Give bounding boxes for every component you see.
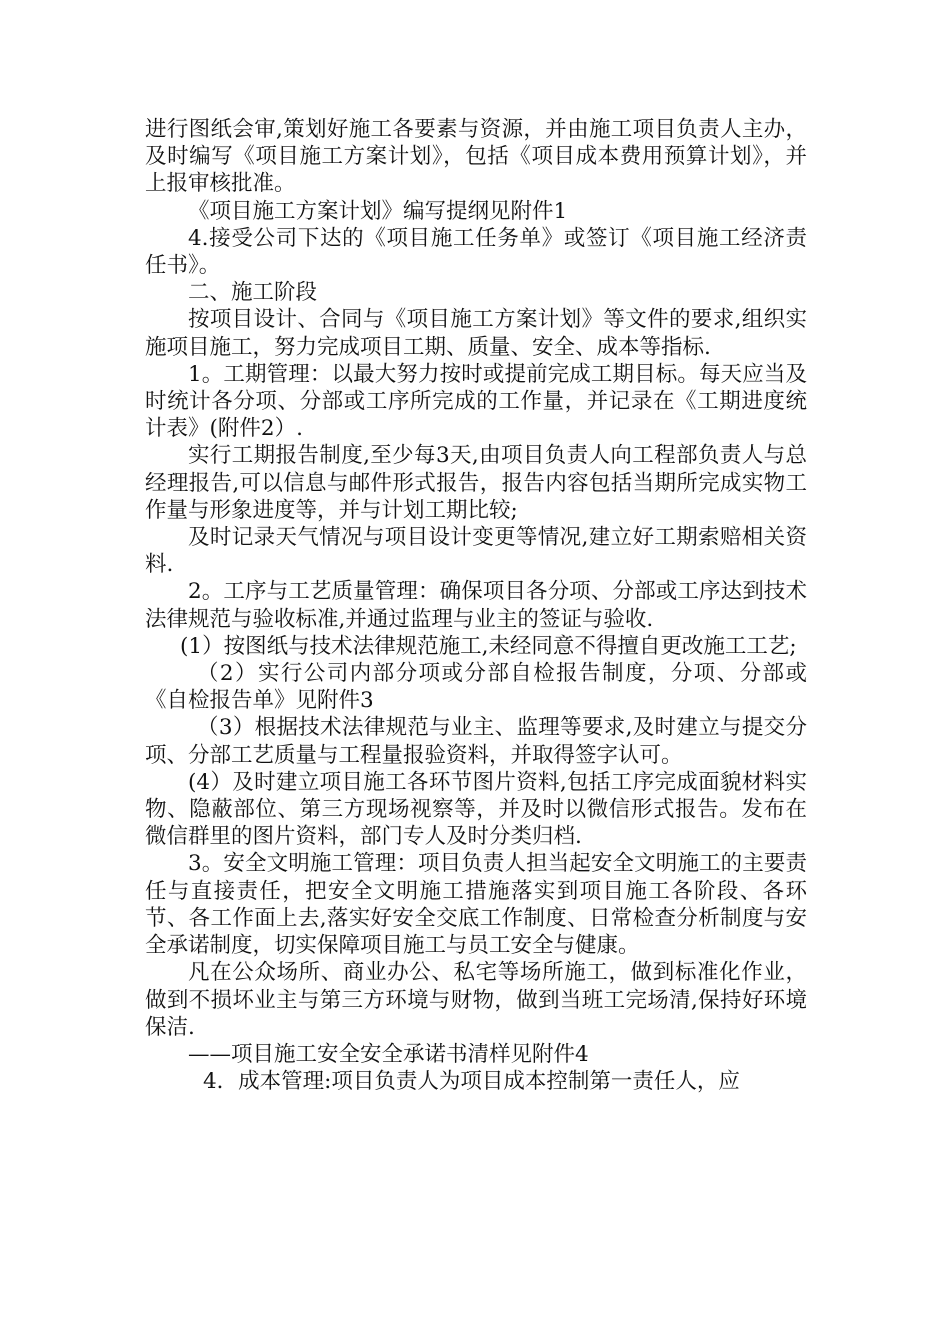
paragraph-8: 及时记录天气情况与项目设计变更等情况,建立好工期索赔相关资料. [145,525,807,578]
paragraph-15: 凡在公众场所、商业办公、私宅等场所施工，做到标准化作业，做到不损坏业主与第三方环境与财物，做到当班工完场清,保持好环境保洁. [145,960,807,1040]
paragraph-12: （3）根据技术法律规范与业主、监理等要求,及时建立与提交分项、分部工艺质量与工程量报验资料，并取得签字认可。 [145,715,807,768]
paragraph-5: 按项目设计、合同与《项目施工方案计划》等文件的要求,组织实施项目施工，努力完成项目工期、质量、安全、成本等指标. [145,307,807,360]
paragraph-13: (4）及时建立项目施工各环节图片资料,包括工序完成面貌材料实物、隐蔽部位、第三方现场视察等，并及时以微信形式报告。发布在微信群里的图片资料，部门专人及时分类归档. [145,769,807,850]
paragraph-10: (1）按图纸与技术法律规范施工,未经同意不得擅自更改施工工艺; [180,633,797,659]
document-body [145,116,807,1095]
paragraph-16: ——项目施工安全安全承诺书清样见附件4 [188,1041,589,1067]
paragraph-9: 2。工序与工艺质量管理：确保项目各分项、分部或工序达到技术法律规范与验收标准,并通过监理与业主的签证与验收. [145,579,807,632]
paragraph-3: 4.接受公司下达的《项目施工任务单》或签订《项目施工经济责任书》。 [145,225,807,279]
paragraph-11: （2）实行公司内部分项或分部自检报告制度，分项、分部或《自检报告单》见附件3 [145,661,807,714]
paragraph-14: 3。安全文明施工管理：项目负责人担当起安全文明施工的主要责任与直接责任，把安全文明施工措施落实到项目施工各阶段、各环节、各工作面上去,落实好安全交底工作制度、日常检查分析制度与安全承诺制度，切实保障项目施工与员工安全与健康。 [145,851,807,959]
paragraph-2: 《项目施工方案计划》编写提纲见附件1 [188,198,568,224]
paragraph-1: 进行图纸会审,策划好施工各要素与资源，并由施工项目负责人主办，及时编写《项目施工方案计划》，包括《项目成本费用预算计划》，并上报审核批准。 [145,117,807,197]
section-heading-construction-stage: 二、施工阶段 [188,280,318,306]
paragraph-6: 1。工期管理：以最大努力按时或提前完成工期目标。每天应当及时统计各分项、分部或工序所完成的工作量，并记录在《工期进度统计表》(附件2）. [145,361,807,442]
paragraph-7: 实行工期报告制度,至少每3天,由项目负责人向工程部负责人与总经理报告,可以信息与邮件形式报告，报告内容包括当期所完成实物工作量与形象进度等，并与计划工期比较; [145,443,807,523]
paragraph-17: 4．成本管理:项目负责人为项目成本控制第一责任人，应 [203,1069,740,1095]
